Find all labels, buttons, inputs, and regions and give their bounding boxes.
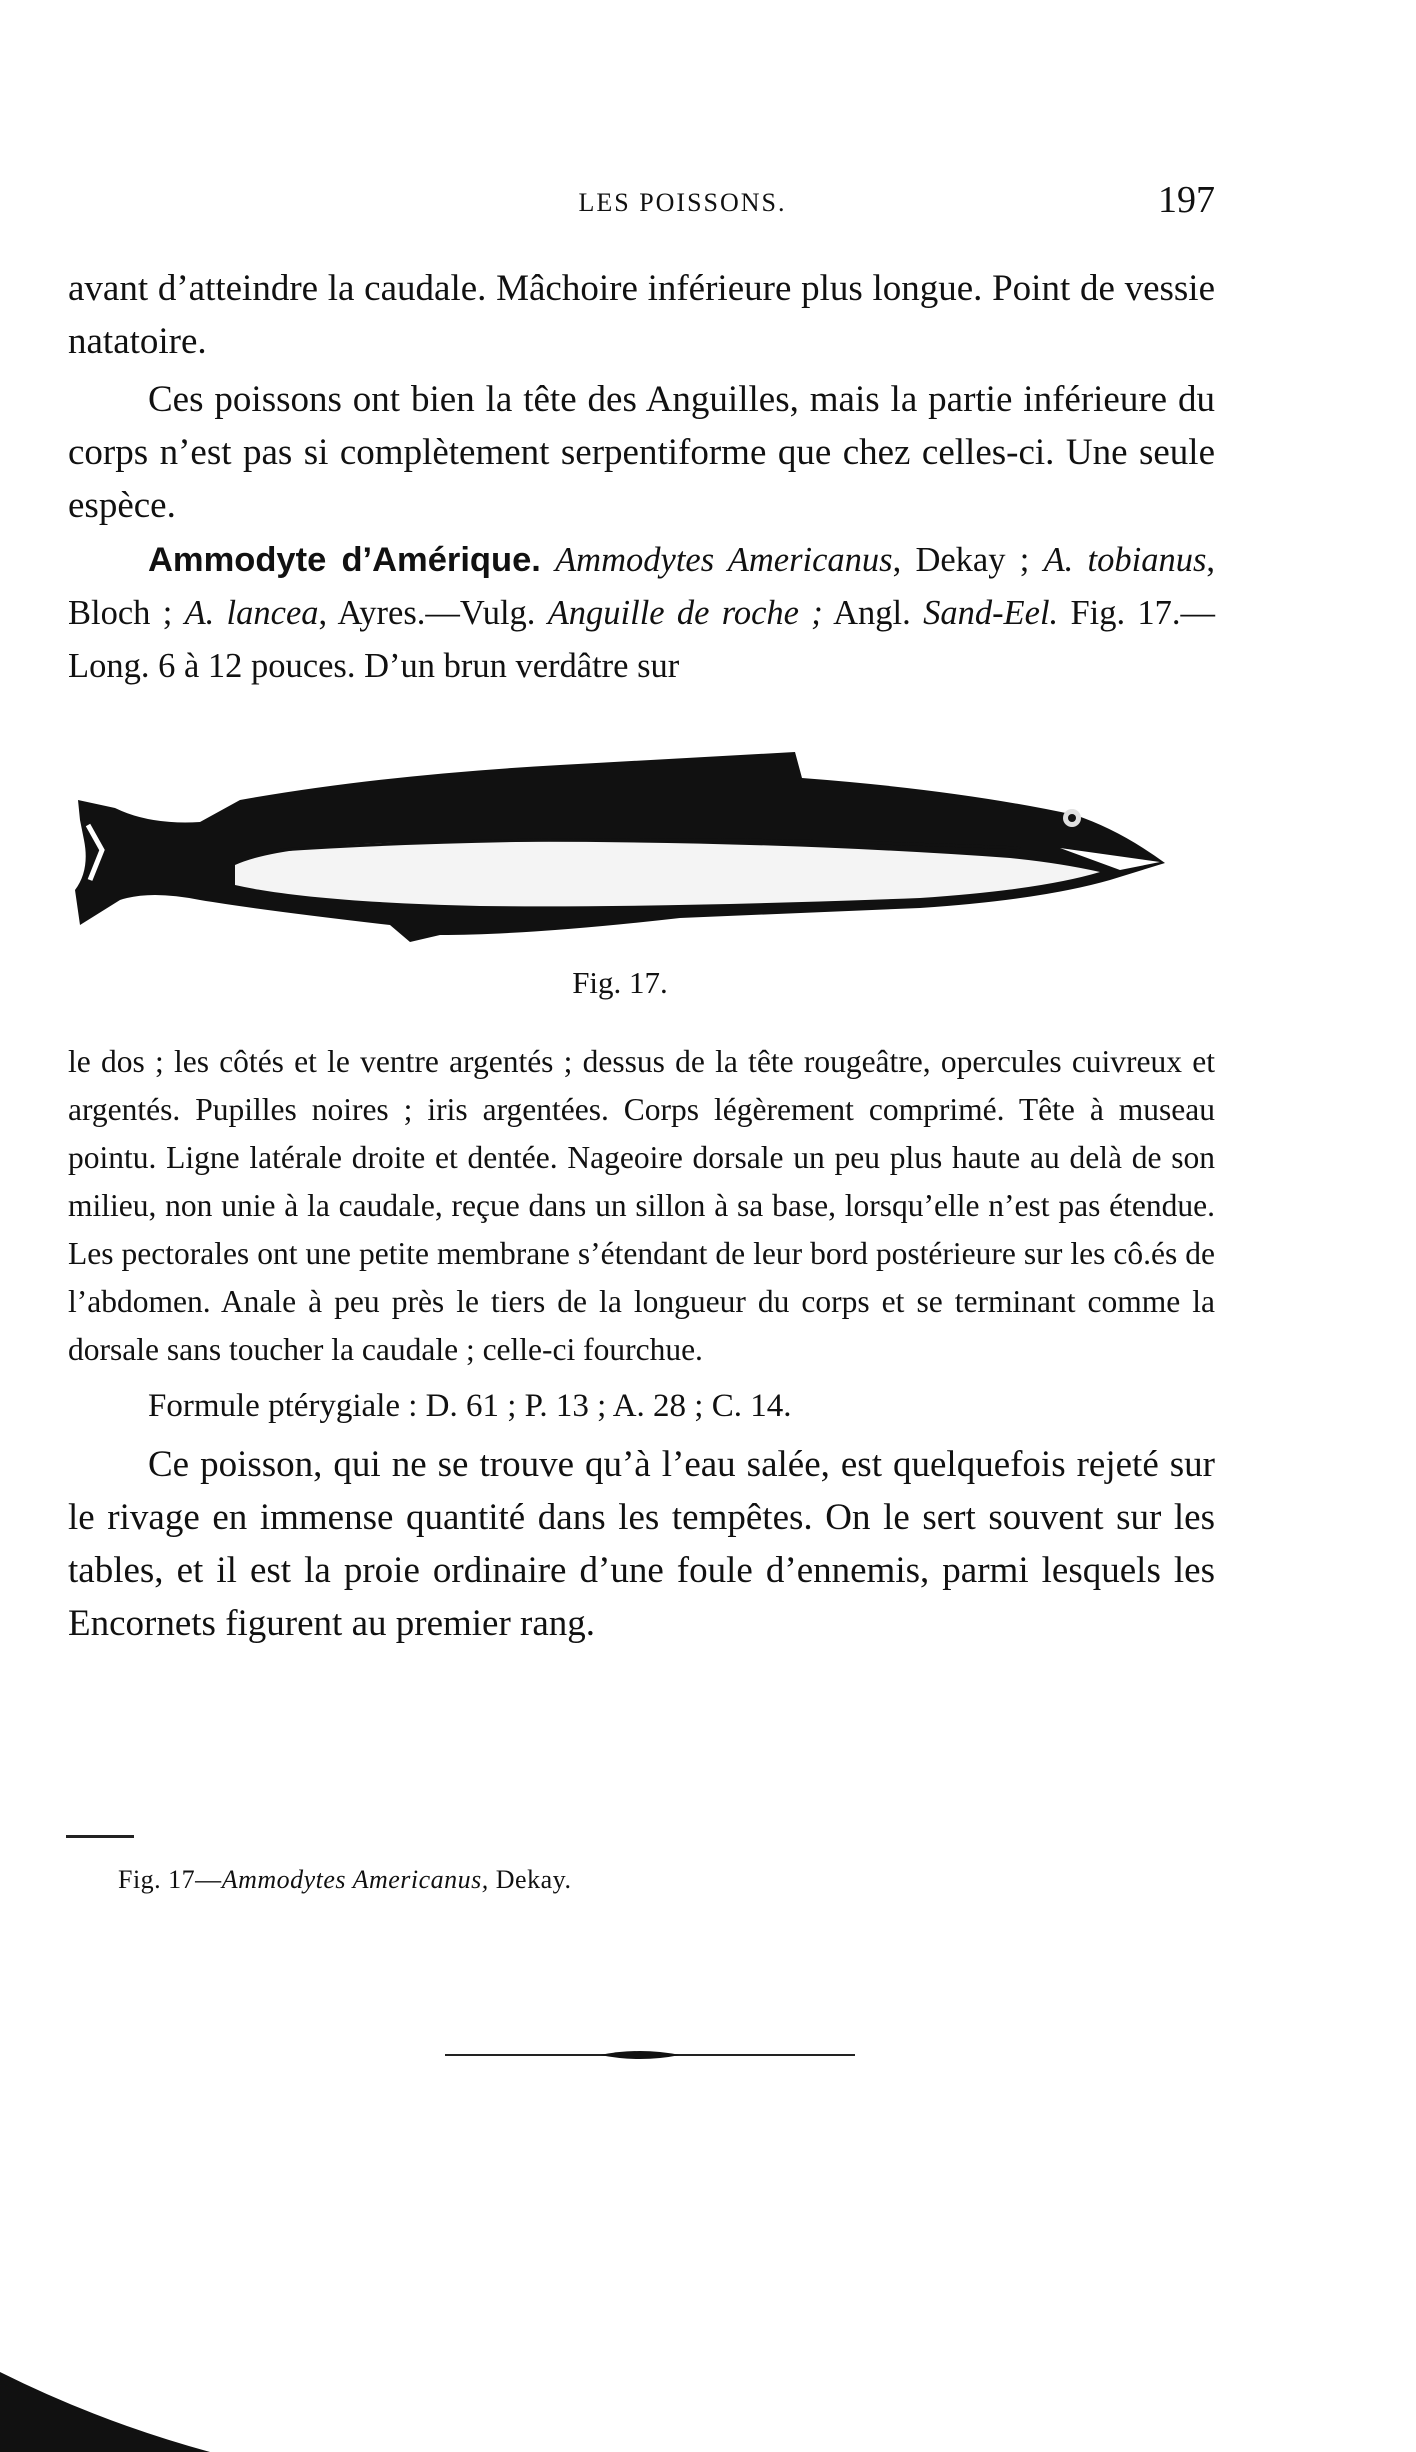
species-author: , Dekay ; [892, 541, 1044, 579]
footnote-label: Fig. 17— [118, 1865, 222, 1894]
description-block [68, 1038, 1215, 1650]
footnote-rule [66, 1835, 134, 1838]
species-name: Ammodyte d’Amérique. [148, 541, 541, 579]
footnote-scientific-name: Ammodytes Americanus, [221, 1865, 489, 1894]
running-head: LES POISSONS. [578, 188, 787, 217]
figure-caption: Fig. 17. [572, 965, 668, 1000]
synonym-tobianus: A. tobianus [1043, 541, 1207, 579]
fish-pupil [1068, 814, 1076, 822]
closing-paragraph: Ce poisson, qui ne se trouve qu’à l’eau salée, est quelquefois rejeté sur le rivage en immense quantité dans les tempêtes. On le sert souvent sur les tables, et il est la proie ordinaire d’une foule d’ennemis, parmi lesquels les Encornets figurent au premier rang. [68, 1444, 1215, 1644]
paragraph-continuation: avant d’atteindre la caudale. Mâchoire inférieure plus longue. Point de vessie natatoire. [68, 268, 1215, 362]
english-name: Sand-Eel. [923, 594, 1059, 632]
synonym-lancea: A. lancea [184, 594, 319, 632]
paragraph-genus-note: Ces poissons ont bien la tête des Anguilles, mais la partie inférieure du corps n’est pas si complètement serpentiforme que chez celles-ci. Une seule espèce. [68, 379, 1215, 526]
figure-footnote [118, 1865, 571, 1895]
page-number: 197 [1158, 179, 1215, 221]
top-text-block [68, 262, 1215, 693]
species-description: le dos ; les côtés et le ventre argentés ; dessus de la tête rougeâtre, opercules cuivreux et argentés. Pupilles noires ; iris argentées. Corps légèrement comprimé. Tête à museau pointu. Ligne latérale droite et dentée. Nageoire dorsale un peu plus haute au delà de son milieu, non unie à la caudale, reçue dans un sillon à sa base, lorsqu’elle n’est pas étendue. Les pectorales ont une petite membrane s’étendant de leur bord postérieure sur les cô.és de l’abdomen. Anale à peu près le tiers de la longueur du corps et se terminant comme la dorsale sans toucher la caudale ; celle-ci fourchue. [68, 1044, 1215, 1367]
scan-corner-shadow [0, 2342, 210, 2452]
fin-formula: Formule ptérygiale : D. 61 ; P. 13 ; A. 28 ; C. 14. [148, 1388, 792, 1424]
footnote-author: Dekay. [488, 1865, 572, 1894]
synonym-tobianus-author: , Bloch ; [68, 541, 1215, 632]
page-header [150, 178, 1215, 228]
species-length-color: Fig. 17.—Long. 6 à 12 pouces. D’un brun verdâtre sur [68, 594, 1215, 685]
synonym-lancea-author: , Ayres.—Vulg. [318, 594, 548, 632]
species-scientific-name: Ammodytes Americanus [555, 541, 893, 579]
english-label: Angl. [822, 594, 924, 632]
end-ornament [440, 2040, 860, 2070]
sand-eel-illustration [60, 730, 1200, 945]
vulgar-name: Anguille de roche ; [547, 594, 823, 632]
species-entry [68, 534, 1215, 693]
